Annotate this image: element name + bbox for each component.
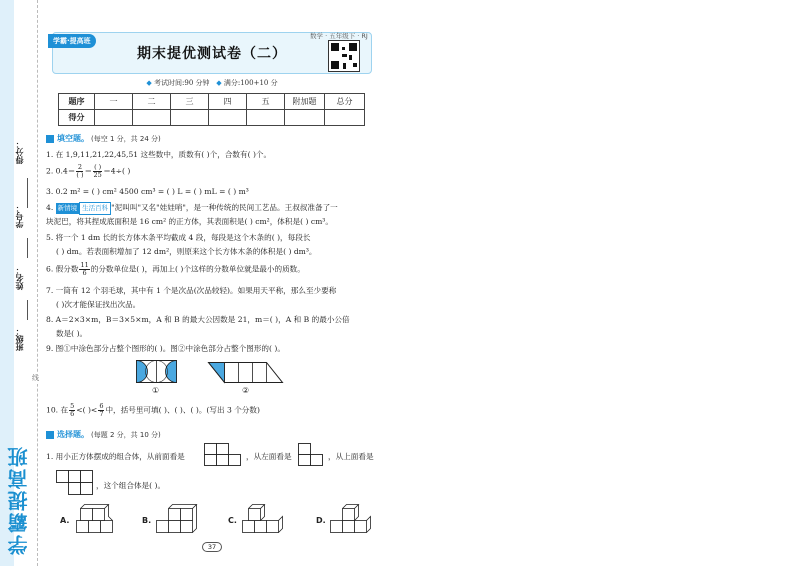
q6-suffix: 的分数单位是( )，再加上( )个这样的分数单位就是最小的质数。 bbox=[90, 264, 305, 274]
figure-1-label: ① bbox=[152, 386, 160, 395]
q10-suffix: 中，括号里可填( )、( )、( )。(写出 3 个分数) bbox=[105, 405, 260, 415]
cube-face bbox=[255, 521, 267, 533]
choice-question-1-b: ，从左面看是 bbox=[246, 452, 292, 461]
brand-vertical-logo: 学霸提高班 bbox=[7, 445, 31, 555]
view-cell bbox=[217, 455, 229, 466]
option-a-label[interactable]: A. bbox=[60, 516, 70, 525]
number-line[interactable] bbox=[27, 238, 28, 258]
section-name: 填空题。 bbox=[57, 134, 89, 143]
cube-face bbox=[77, 521, 89, 533]
score-cell[interactable] bbox=[95, 110, 133, 126]
choice-question-1-d: ，这个组合体是( )。 bbox=[96, 481, 166, 490]
score-table-score-row bbox=[59, 110, 365, 126]
table-cell: 一 bbox=[95, 94, 133, 110]
frac-num: 6 bbox=[99, 402, 104, 410]
exam-title: 期末提优测试卷（二） bbox=[137, 46, 287, 62]
cube-edge bbox=[367, 517, 371, 533]
option-b-label[interactable]: B. bbox=[142, 516, 152, 525]
score-cell[interactable] bbox=[209, 110, 247, 126]
question-6 bbox=[46, 262, 386, 277]
new-context-tag: 新情境 bbox=[57, 204, 78, 212]
view-cell bbox=[81, 471, 93, 483]
left-margin bbox=[0, 0, 44, 566]
section-marker-icon bbox=[46, 431, 54, 439]
front-view-figure bbox=[204, 443, 244, 467]
name-label: 姓名： bbox=[15, 266, 24, 290]
question-1: 1. 在 1,9,11,21,22,45,51 这些数中，质数有( )个，合数有( )个。 bbox=[46, 150, 272, 159]
frac-den[interactable]: ( ) bbox=[76, 171, 84, 179]
table-cell: 附加题 bbox=[285, 94, 325, 110]
question-3: 3. 0.2 m² = ( ) cm² 4500 cm³ = ( ) L = ( ) mL = ( ) m³ bbox=[46, 187, 249, 196]
frac-num: 5 bbox=[70, 402, 75, 410]
view-cell bbox=[299, 444, 311, 455]
question-10 bbox=[46, 403, 386, 418]
q10-mid: <( )< bbox=[76, 405, 98, 415]
q2-suffix: ＝4÷( ) bbox=[103, 166, 131, 176]
cube-face bbox=[81, 509, 93, 521]
section-fill-blank-heading bbox=[46, 133, 161, 144]
clock-icon: ◆ bbox=[146, 79, 152, 87]
frac-num: 11 bbox=[80, 261, 89, 269]
option-b-figure[interactable] bbox=[156, 500, 202, 534]
view-cell bbox=[81, 483, 93, 495]
question-5-line-2: ( ) dm。若表面积增加了 12 dm²，则原来这个长方体木条的体积是( ) dm³。 bbox=[56, 247, 317, 256]
section-note: (每题 2 分，共 10 分) bbox=[91, 430, 161, 439]
view-cell bbox=[299, 455, 311, 466]
question-8: 8. A＝2×3×m，B＝3×5×m，A 和 B 的最大公因数是 21，m＝( )，A 和 B 的最小公倍 bbox=[46, 315, 350, 324]
option-d-figure[interactable] bbox=[330, 500, 376, 534]
score-cell[interactable] bbox=[171, 110, 209, 126]
score-cell[interactable] bbox=[325, 110, 365, 126]
class-label: 班级： bbox=[15, 327, 24, 351]
view-cell bbox=[205, 444, 217, 455]
option-c-label[interactable]: C. bbox=[228, 516, 237, 525]
question-2 bbox=[46, 164, 386, 179]
table-cell: 得分 bbox=[59, 110, 95, 126]
cube-face bbox=[243, 521, 255, 533]
cube-face bbox=[343, 521, 355, 533]
option-c-figure[interactable] bbox=[242, 500, 288, 534]
section-name: 选择题。 bbox=[57, 430, 89, 439]
subject-tag: 数学 · 五年级下 · RJ bbox=[310, 32, 368, 40]
view-cell bbox=[69, 471, 81, 483]
cube-edge bbox=[193, 505, 197, 533]
cube-edge bbox=[343, 505, 359, 509]
page-number: 37 bbox=[202, 542, 222, 552]
question-9: 9. 图①中涂色部分占整个图形的( )。图②中涂色部分占整个图形的( )。 bbox=[46, 344, 285, 353]
cube-face bbox=[181, 509, 193, 521]
score-cell[interactable] bbox=[247, 110, 285, 126]
brand-tag: 学霸·提高班 bbox=[48, 34, 96, 48]
q10-fraction-2 bbox=[98, 403, 104, 418]
cube-face bbox=[249, 509, 261, 521]
view-cell bbox=[217, 444, 229, 455]
cube-face bbox=[101, 521, 113, 533]
cube-edge bbox=[169, 505, 197, 509]
life-tag: 生活百科 bbox=[79, 202, 111, 215]
figure-2-label: ② bbox=[242, 386, 250, 395]
score-label: 得分： bbox=[15, 140, 24, 164]
choice-question-1-c: ，从上面看是 bbox=[328, 452, 374, 461]
cube-face bbox=[267, 521, 279, 533]
cube-face bbox=[93, 509, 105, 521]
table-cell: 总分 bbox=[325, 94, 365, 110]
q10-fraction-1 bbox=[69, 403, 75, 418]
table-cell: 五 bbox=[247, 94, 285, 110]
q4-number: 4. bbox=[46, 203, 54, 212]
cube-face bbox=[343, 509, 355, 521]
q4-line-1: "泥叫叫"又名"娃娃哨"，是一种传统的民间工艺品。王叔叔准备了一 bbox=[111, 203, 338, 212]
qr-code-icon[interactable] bbox=[328, 40, 360, 72]
full-score: 满分:100+10 分 bbox=[223, 79, 278, 87]
section-marker-icon bbox=[46, 135, 54, 143]
figure-1-shaded-rectangle bbox=[136, 360, 180, 386]
question-4 bbox=[46, 202, 386, 215]
cube-face bbox=[331, 521, 343, 533]
cube-face bbox=[169, 521, 181, 533]
cube-face bbox=[89, 521, 101, 533]
question-4-line-2: 块泥巴，将其捏成底面积是 16 cm² 的正方体，其表面积是( ) cm²，体积是( ) cm³。 bbox=[46, 217, 333, 226]
section-choice-heading bbox=[46, 429, 161, 440]
exam-time: 考试时间:90 分钟 bbox=[154, 79, 210, 87]
cube-face bbox=[157, 521, 169, 533]
exam-info bbox=[52, 78, 372, 88]
question-7: 7. 一筒有 12 个羽毛球，其中有 1 个是次品(次品较轻)。如果用天平称，那么至少要称 bbox=[46, 286, 337, 295]
q6-fraction bbox=[79, 262, 89, 277]
view-cell bbox=[229, 455, 241, 466]
question-5: 5. 将一个 1 dm 长的长方体木条平均截成 4 段，每段是这个木条的( )，每段长 bbox=[46, 233, 311, 242]
name-line[interactable] bbox=[27, 300, 28, 320]
score-table-header-row bbox=[59, 94, 365, 110]
question-8-line-2: 数是( )。 bbox=[56, 329, 88, 338]
q2-fraction-2 bbox=[93, 164, 102, 179]
cube-face bbox=[355, 521, 367, 533]
q2-eq: ＝ bbox=[84, 166, 93, 176]
frac-den: 6 bbox=[70, 410, 75, 418]
left-view-figure bbox=[298, 443, 328, 467]
cube-edge bbox=[109, 505, 113, 521]
table-cell: 四 bbox=[209, 94, 247, 110]
score-table bbox=[58, 93, 365, 126]
frac-num: 2 bbox=[77, 163, 82, 171]
score-icon: ◆ bbox=[216, 79, 222, 87]
number-label: 学号： bbox=[15, 204, 24, 228]
q10-prefix: 10. 在 bbox=[46, 405, 69, 415]
q2-fraction-1 bbox=[76, 164, 83, 179]
frac-den: 6 bbox=[82, 269, 87, 277]
q2-prefix: 2. 0.4＝ bbox=[46, 166, 76, 176]
cube-face bbox=[169, 509, 181, 521]
view-cell bbox=[311, 455, 323, 466]
cube-edge bbox=[81, 505, 109, 509]
score-cell[interactable] bbox=[285, 110, 325, 126]
frac-den: 7 bbox=[99, 410, 104, 418]
score-cell[interactable] bbox=[133, 110, 171, 126]
option-d-label[interactable]: D. bbox=[316, 516, 326, 525]
table-cell: 题序 bbox=[59, 94, 95, 110]
table-cell: 二 bbox=[133, 94, 171, 110]
top-view-figure bbox=[56, 470, 96, 496]
figure-2-parallelogram bbox=[208, 362, 284, 384]
choice-question-1: 1. 用小正方体摆成的组合体，从前面看是 bbox=[46, 452, 185, 461]
section-note: (每空 1 分，共 24 分) bbox=[91, 134, 161, 143]
frac-num[interactable]: ( ) bbox=[94, 163, 102, 171]
frac-den: 25 bbox=[93, 171, 102, 179]
question-7-line-2: ( )次才能保证找出次品。 bbox=[56, 300, 141, 309]
view-cell bbox=[57, 471, 69, 483]
view-cell bbox=[205, 455, 217, 466]
view-cell bbox=[69, 483, 81, 495]
fold-char: 线 bbox=[32, 374, 39, 382]
option-a-figure[interactable] bbox=[76, 500, 116, 534]
q6-prefix: 6. 假分数 bbox=[46, 264, 79, 274]
cube-edge bbox=[279, 517, 283, 533]
table-cell: 三 bbox=[171, 94, 209, 110]
cube-edge bbox=[249, 505, 265, 509]
cube-face bbox=[181, 521, 193, 533]
